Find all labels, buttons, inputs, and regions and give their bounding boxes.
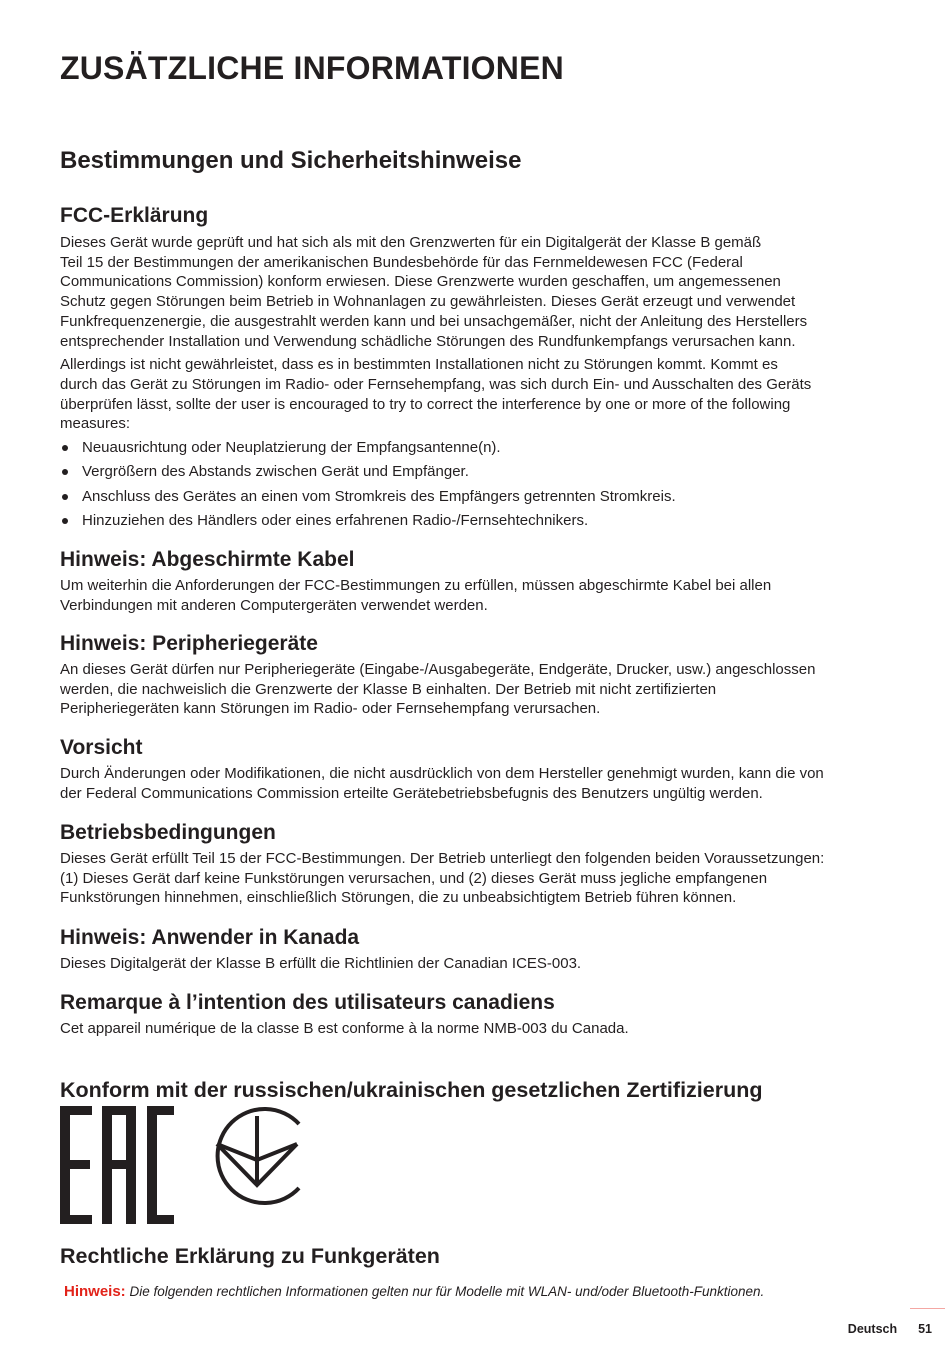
eac-logo-letters [60, 1106, 174, 1224]
page-footer [848, 1322, 932, 1336]
text-line: der Federal Communications Commission erteilte Gerätebetriebsbefugnis des Benutzers ungültig werden. [60, 784, 763, 802]
radio-regulations-heading: Rechtliche Erklärung zu Funkgeräten [60, 1244, 440, 1268]
radio-note [64, 1283, 898, 1301]
text-line: Funkfrequenzenergie, die ausgestrahlt werden kann und bei unsachgemäßer, nicht der Anleitung des Herstellers [60, 312, 808, 330]
operating-conditions-paragraph [60, 849, 898, 908]
canada-notice-section [60, 926, 898, 974]
text-line: überprüfen lässt, sollte der user is encouraged to try to correct the interference by one or more of the following [60, 395, 791, 413]
note-text: Die folgenden rechtlichen Informationen gelten nur für Modelle mit WLAN- und/oder Bluetooth-Funktionen. [129, 1284, 765, 1299]
peripheral-devices-paragraph [60, 660, 898, 719]
list-item: Hinzuziehen des Händlers oder eines erfahrenen Radio-/Fernsehtechnikers. [60, 511, 898, 531]
footer-language: Deutsch [847, 1322, 898, 1336]
canada-notice-heading: Hinweis: Anwender in Kanada [60, 926, 360, 949]
text-line: Funkstörungen hinnehmen, einschließlich Störungen, die zu unbeabsichtigtem Betrieb führen können. [60, 889, 737, 907]
caution-section [60, 736, 898, 803]
page-number: 51 [918, 1322, 932, 1336]
caution-paragraph [60, 764, 898, 803]
text-line: Dieses Digitalgerät der Klasse B erfüllt die Richtlinien der Canadian ICES-003. [60, 955, 582, 972]
text-line: werden, die nachweislich die Grenzwerte der Klasse B einhalten. Der Betrieb mit nicht zertifizierten [60, 680, 717, 698]
text-line: An dieses Gerät dürfen nur Peripheriegeräte (Eingabe-/Ausgabegeräte, Endgeräte, Drucker, usw.) angeschlossen [60, 661, 816, 678]
fcc-statement-section [60, 204, 898, 535]
shielded-cables-heading: Hinweis: Abgeschirmte Kabel [60, 548, 355, 571]
eac-certification-heading: Konform mit der russischen/ukrainischen gesetzlichen Zertifizierung [60, 1078, 763, 1102]
text-line: Verbindungen mit anderen Computergeräten verwendet werden. [60, 596, 488, 614]
text-line: entsprechender Installation und Verwendung schädliche Störungen des Rundfunkempfangs verursachen kann. [60, 332, 796, 350]
canada-french-notice-heading: Remarque à l’intention des utilisateurs canadiens [60, 991, 555, 1014]
text-line: Dieses Gerät erfüllt Teil 15 der FCC-Bestimmungen. Der Betrieb unterliegt den folgenden beiden Voraussetzungen: [60, 850, 825, 867]
list-item: Neuausrichtung oder Neuplatzierung der Empfangsantenne(n). [60, 438, 898, 458]
text-line: Cet appareil numérique de la classe B est conforme à la norme NMB-003 du Canada. [60, 1020, 629, 1037]
canada-french-notice-paragraph [60, 1019, 898, 1039]
radio-regulations-section [60, 1244, 898, 1301]
ukrainian-conformity-mark-icon [202, 1106, 306, 1206]
caution-heading: Vorsicht [60, 736, 143, 759]
text-line: Schutz gegen Störungen beim Betrieb in Wohnanlagen zu gewährleisten. Dieses Gerät erzeugt und verwendet [60, 293, 796, 311]
text-line: Um weiterhin die Anforderungen der FCC-Bestimmungen zu erfüllen, müssen abgeschirmte Kabel bei allen [60, 577, 772, 594]
section-title: Bestimmungen und Sicherheitshinweise [60, 147, 522, 174]
note-label: Hinweis: [64, 1283, 126, 1300]
operating-conditions-section [60, 821, 898, 908]
canada-french-notice-section [60, 991, 898, 1039]
peripheral-devices-section [60, 632, 898, 719]
text-line: Durch Änderungen oder Modifikationen, die nicht ausdrücklich von dem Hersteller genehmigt wurden, kann die von [60, 765, 824, 782]
text-line: Dieses Gerät wurde geprüft und hat sich als mit den Grenzwerten für ein Digitalgerät der Klasse B gemäß [60, 234, 762, 251]
text-line: measures: [60, 415, 131, 433]
regulations-section-title-block [60, 147, 898, 175]
operating-conditions-heading: Betriebsbedingungen [60, 821, 276, 844]
canada-notice-paragraph [60, 954, 898, 974]
fcc-measures-list [60, 438, 898, 531]
peripheral-devices-heading: Hinweis: Peripheriegeräte [60, 632, 318, 655]
fcc-heading: FCC-Erklärung [60, 204, 209, 227]
text-line: (1) Dieses Gerät darf keine Funkstörungen verursachen, und (2) dieses Gerät muss jegliche empfangenen [60, 869, 768, 887]
shielded-cables-section [60, 548, 898, 615]
text-line: Allerdings ist nicht gewährleistet, dass es in bestimmten Installationen nicht zu Störungen kommt. Kommt es [60, 356, 778, 374]
fcc-paragraph-1 [60, 233, 898, 351]
fcc-paragraph-2 [60, 355, 898, 434]
eac-certification-section [60, 1078, 898, 1103]
list-item: Vergrößern des Abstands zwischen Gerät und Empfänger. [60, 462, 898, 482]
text-line: Communications Commission) konform erwiesen. Diese Grenzwerte wurden geschaffen, um angemessenen [60, 273, 781, 291]
list-item: Anschluss des Gerätes an einen vom Stromkreis des Empfängers getrennten Stromkreis. [60, 487, 898, 507]
footer-divider [910, 1308, 945, 1309]
shielded-cables-paragraph [60, 576, 898, 615]
text-line: Peripheriegeräten kann Störungen im Radio- oder Fernsehempfang verursachen. [60, 700, 601, 718]
text-line: Teil 15 der Bestimmungen der amerikanischen Bundesbehörde für das Fernmeldewesen FCC (Federal [60, 253, 743, 271]
page-title: ZUSÄTZLICHE INFORMATIONEN [60, 50, 564, 86]
text-line: durch das Gerät zu Störungen im Radio- oder Fernsehempfang, was sich durch Ein- und Ausschalten des Geräts [60, 375, 812, 393]
